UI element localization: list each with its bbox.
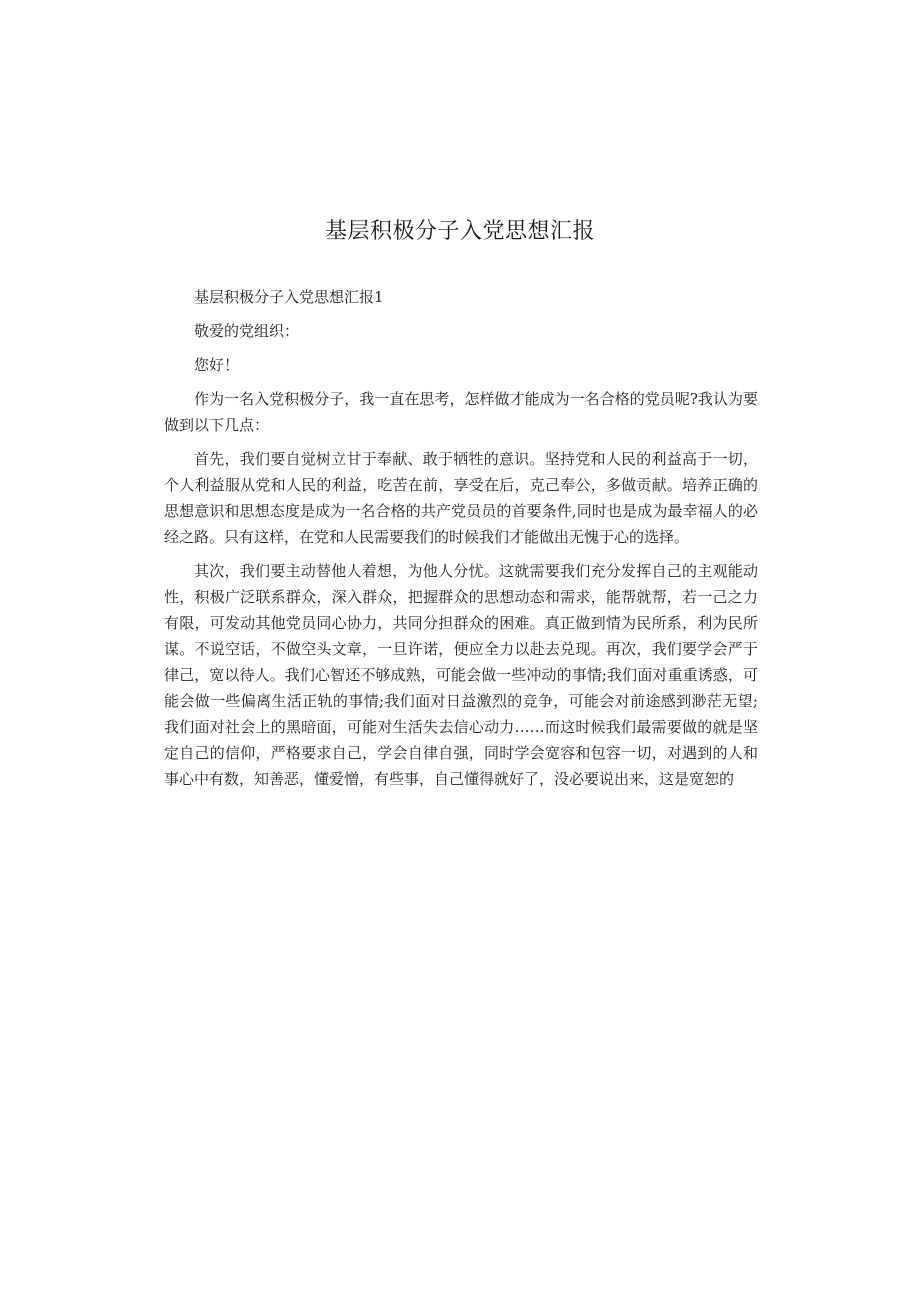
greeting: 您好！: [194, 356, 240, 374]
document-title: 基层积极分子入党思想汇报: [324, 219, 595, 244]
salutation: 敬爱的党组织：: [194, 322, 300, 340]
paragraph-intro: 作为一名入党积极分子，我一直在思考，怎样做才能成为一名合格的党员呢?我认为要做到以下几点：: [164, 390, 758, 434]
document-body: [164, 284, 758, 800]
report-subtitle: 基层积极分子入党思想汇报1: [194, 288, 384, 306]
paragraph-second: 其次，我们要主动替他人着想，为他人分忧。这就需要我们充分发挥自己的主观能动性，积极广泛联系群众，深入群众，把握群众的思想动态和需求，能帮就帮，若一己之力有限，可发动其他党员同心协力，共同分担群众的困难。真正做到情为民所系，利为民所谋。不说空话，不做空头文章，一旦许诺，便应全力以赴去兑现。再次，我们要学会严于律己，宽以待人。我们心智还不够成熟，可能会做一些冲动的事情;我们面对重重诱惑，可能会做一些偏离生活正轨的事情;我们面对日益激烈的竞争，可能会对前途感到渺茫无望;我们面对社会上的黑暗面，可能对生活失去信心动力……而这时候我们最需要做的就是坚定自己的信仰，严格要求自己，学会自律自强，同时学会宽容和包容一切，对遇到的人和事心中有数，知善恶，懂爱憎，有些事，自己懂得就好了，没必要说出来，这是宽恕的: [164, 562, 758, 788]
paragraph-first: 首先，我们要自觉树立甘于奉献、敢于牺牲的意识。坚持党和人民的利益高于一切，个人利益服从党和人民的利益，吃苦在前，享受在后，克己奉公，多做贡献。培养正确的思想意识和思想态度是成为一名合格的共产党员员的首要条件,同时也是成为最幸福人的必经之路。只有这样，在党和人民需要我们的时候我们才能做出无愧于心的选择。: [164, 450, 758, 546]
